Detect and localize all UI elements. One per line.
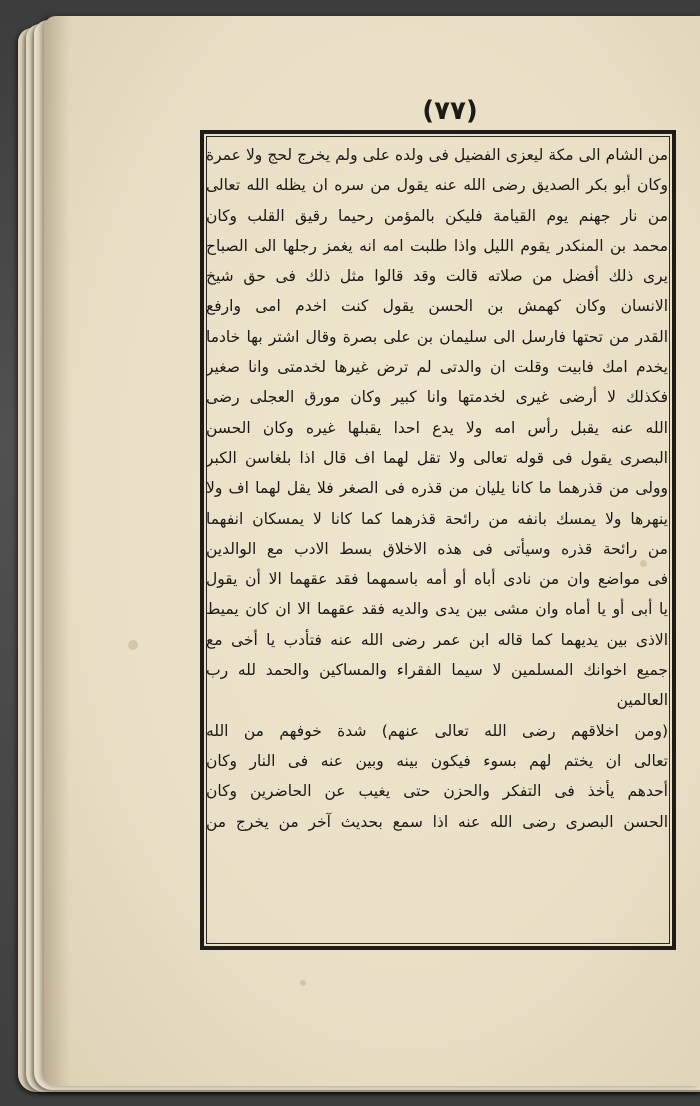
text-line: محمد بن المنكدر يقوم الليل واذا طلبت امه انه يغمز رجلها الى الصباح	[206, 236, 668, 255]
text-line: فى مواضع وان من نادى أباه أو أمه باسمهما فقد عقهما الا أن يقول	[206, 570, 668, 589]
text-line: القدر من تحتها فارسل الى سليمان بن على بصرة وقال اشتر بها خادما	[206, 327, 668, 346]
page-gutter-shadow	[44, 16, 70, 1086]
text-line: من نار جهنم يوم القيامة فليكن بالمؤمن رحيما رقيق القلب وكان	[206, 206, 668, 225]
text-line: العالمين	[616, 691, 668, 710]
text-line: فكذلك لا أرضى غيرى لخدمتها وانا كبير وكان مورق العجلى رضى	[206, 388, 668, 407]
text-line: الحسن البصرى رضى الله عنه اذا سمع بحديث آخر من يخرج من	[206, 812, 668, 831]
paper-stain	[128, 640, 138, 650]
section-heading-line: (ومن اخلاقهم رضى الله تعالى عنهم) شدة خوفهم من الله	[206, 721, 668, 740]
text-line: البصرى يقول فى قوله تعالى ولا تقل لهما اف قال اذا بلغاسن الكبر	[206, 448, 668, 467]
text-line: من رائحة قذره وسيأتى فى هذه الاخلاق بسط الادب مع الوالدين	[206, 539, 668, 558]
arabic-text-block	[206, 140, 668, 837]
paper-stain	[300, 980, 306, 986]
text-line: جميع اخوانك المسلمين لا سيما الفقراء والمساكين والحمد لله رب	[206, 661, 668, 680]
text-line: الله عنه يقبل رأس امه ولا يدع احدا يقبلها غيره وكان الحسن	[206, 418, 668, 437]
text-line: ينهرها ولا يمسك بانفه من رائحة قذرهما كما كانا لا يمسكان انفهما	[206, 509, 668, 528]
text-line: وكان أبو بكر الصديق رضى الله عنه يقول من سره ان يظله الله تعالى	[206, 176, 668, 195]
text-line: أحدهم يأخذ فى التفكر والحزن حتى يغيب عن الحاضرين وكان	[206, 782, 668, 801]
page-number: (٧٧)	[422, 96, 478, 126]
text-line: يخدم امك فابيت وقلت ان والدتى لم ترض غيرها لخدمتى وانا صغير	[206, 358, 668, 377]
text-line: الاذى بين يديهما كما قاله ابن عمر رضى الله عنه فتأدب يا أخى مع	[206, 630, 668, 649]
text-line: وولى من قذرهما ما كانا يليان من قذره فى الصغر فلا يقل لهما اف ولا	[206, 479, 668, 498]
text-line: يا أبى أو يا أماه وان مشى بين يدى والديه فقد عقهما الا ان كان يميط	[206, 600, 668, 619]
text-line: تعالى ان يختم لهم بسوء فيكون بينه وبين عنه فى النار وكان	[206, 751, 668, 770]
text-line: من الشام الى مكة ليعزى الفضيل فى ولده على ولم يخرج لحج ولا عمرة	[206, 146, 668, 164]
text-line: يرى ذلك أفضل من صلاته قالت وقد قالوا مثل ذلك فى حق شيخ	[206, 267, 668, 286]
text-line: الانسان وكان كهمش بن الحسن يقول كنت اخدم امى وارفع	[206, 297, 668, 316]
